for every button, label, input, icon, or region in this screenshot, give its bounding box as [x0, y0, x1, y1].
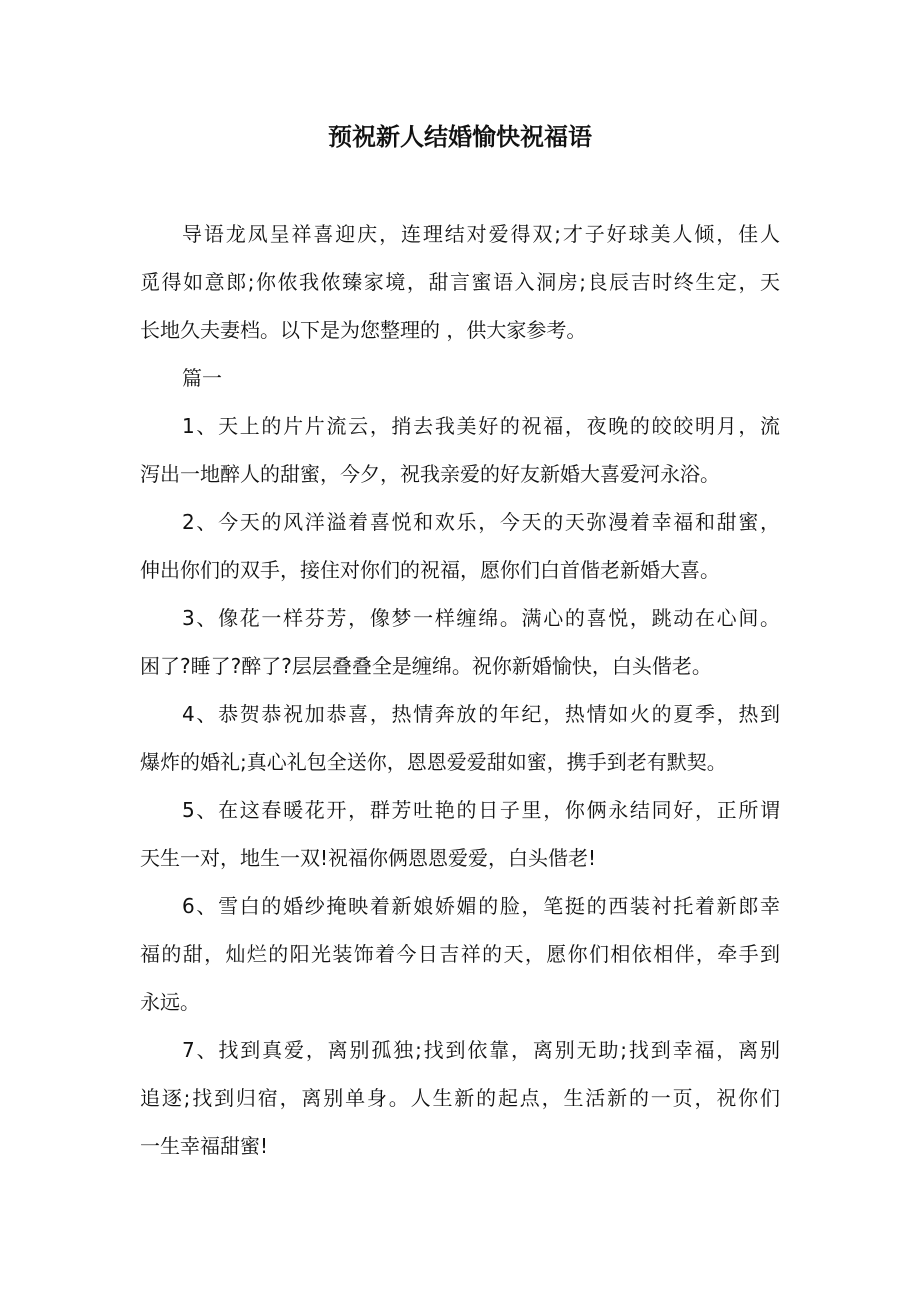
paragraph — [140, 594, 780, 690]
paragraph-line: 篇一 — [182, 366, 222, 390]
paragraph-line: 一生幸福甜蜜! — [140, 1134, 269, 1158]
paragraph-line: 永远。 — [140, 990, 200, 1014]
paragraph-line: 觅得如意郎;你侬我侬臻家境，甜言蜜语入洞房;良辰吉时终生定，天 — [140, 270, 780, 294]
paragraph-line: 6、雪白的婚纱掩映着新娘娇媚的脸，笔挺的西装衬托着新郎幸 — [182, 894, 780, 918]
paragraph-line: 导语龙凤呈祥喜迎庆，连理结对爱得双;才子好球美人倾，佳人 — [182, 222, 780, 246]
paragraph-line: 泻出一地醉人的甜蜜，今夕，祝我亲爱的好友新婚大喜爱河永浴。 — [140, 462, 720, 486]
paragraph — [140, 882, 780, 1026]
paragraph-line: 5、在这春暖花开，群芳吐艳的日子里，你俩永结同好，正所谓 — [182, 798, 780, 822]
paragraph — [140, 354, 780, 402]
paragraph-line: 3、像花一样芬芳，像梦一样缠绵。满心的喜悦，跳动在心间。 — [182, 606, 780, 630]
paragraph — [140, 690, 780, 786]
paragraph — [140, 1026, 780, 1170]
paragraph — [140, 786, 780, 882]
paragraph — [140, 498, 780, 594]
paragraph-line: 1、天上的片片流云，捎去我美好的祝福，夜晚的皎皎明月，流 — [182, 414, 780, 438]
paragraph — [140, 402, 780, 498]
paragraph-line: 4、恭贺恭祝加恭喜，热情奔放的年纪，热情如火的夏季，热到 — [182, 702, 780, 726]
paragraph-line: 7、找到真爱，离别孤独;找到依靠，离别无助;找到幸福，离别 — [182, 1038, 780, 1062]
paragraph-line: 伸出你们的双手，接住对你们的祝福，愿你们白首偕老新婚大喜。 — [140, 558, 720, 582]
paragraph-line: 追逐;找到归宿，离别单身。人生新的起点，生活新的一页，祝你们 — [140, 1086, 780, 1110]
paragraph-line: 2、今天的风洋溢着喜悦和欢乐，今天的天弥漫着幸福和甜蜜， — [182, 510, 780, 534]
document-title: 预祝新人结婚愉快祝福语 — [328, 123, 592, 151]
paragraph — [140, 210, 780, 354]
paragraph-line: 天生一对，地生一双!祝福你俩恩恩爱爱，白头偕老! — [140, 846, 597, 870]
document-body — [140, 210, 780, 1170]
paragraph-line: 福的甜，灿烂的阳光装饰着今日吉祥的天，愿你们相依相伴，牵手到 — [140, 942, 780, 966]
paragraph-line: 长地久夫妻档。以下是为您整理的 ，供大家参考。 — [140, 318, 587, 342]
paragraph-line: 爆炸的婚礼;真心礼包全送你，恩恩爱爱甜如蜜，携手到老有默契。 — [140, 750, 727, 774]
paragraph-line: 困了?睡了?醉了?层层叠叠全是缠绵。祝你新婚愉快，白头偕老。 — [140, 654, 712, 678]
